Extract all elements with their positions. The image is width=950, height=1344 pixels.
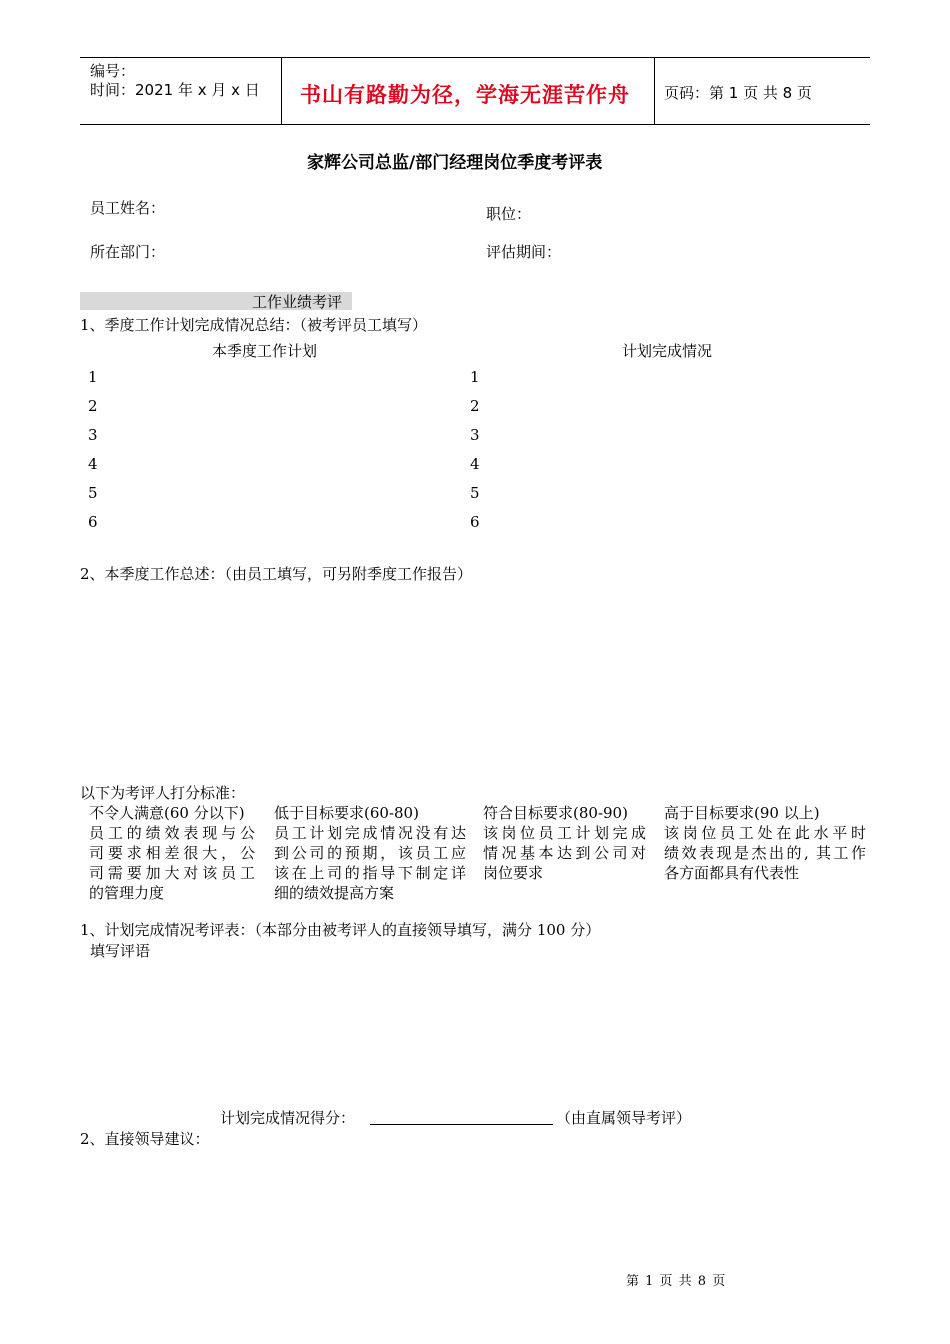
plan-row-left: 3	[88, 426, 98, 444]
criteria-title: 高于目标要求(90 以上)	[664, 804, 820, 822]
summary-question: 2、本季度工作总述：（由员工填写，可另附季度工作报告）	[80, 565, 473, 583]
department-label: 所在部门：	[90, 243, 166, 261]
evaluation-question: 1、计划完成情况考评表：（本部分由被考评人的直接领导填写，满分 100 分）	[80, 921, 601, 939]
criteria-line: 员工的绩效表现与公	[89, 824, 255, 842]
time-label: 时间：2021 年 x 月 x 日	[90, 81, 260, 99]
criteria-line: 各方面都具有代表性	[664, 864, 800, 882]
criteria-line: 司要求相差很大，公	[89, 844, 255, 862]
criteria-line: 司需要加大对该员工	[89, 864, 255, 882]
score-input-line[interactable]	[370, 1124, 553, 1125]
plan-column-header-left: 本季度工作计划	[212, 342, 318, 360]
employee-name-label: 员工姓名：	[90, 199, 166, 217]
criteria-intro: 以下为考评人打分标准：	[80, 784, 246, 802]
criteria-line: 该岗位员工计划完成	[483, 824, 646, 842]
period-label: 评估期间：	[486, 243, 562, 261]
criteria-line: 的管理力度	[89, 884, 165, 902]
criteria-title: 低于目标要求(60-80)	[274, 804, 419, 822]
criteria-column-meets-target	[483, 803, 646, 883]
criteria-line: 细的绩效提高方案	[274, 884, 395, 902]
plan-row-left: 4	[88, 455, 98, 473]
plan-column-header-right: 计划完成情况	[622, 342, 713, 360]
criteria-line: 该岗位员工处在此水平时	[664, 824, 866, 842]
plan-row-right: 3	[470, 426, 480, 444]
serial-number-label: 编号：	[90, 62, 136, 80]
section-heading: 工作业绩考评	[252, 293, 343, 311]
advice-label: 2、直接领导建议：	[80, 1130, 210, 1148]
criteria-line: 情况基本达到公司对	[483, 844, 646, 862]
criteria-line: 绩效表现是杰出的, 其工作	[664, 844, 866, 862]
plan-row-left: 5	[88, 484, 98, 502]
comment-label: 填写评语	[90, 942, 151, 960]
criteria-line: 到公司的预期，该员工应	[274, 844, 466, 862]
header-top-rule	[80, 57, 870, 58]
score-label: 计划完成情况得分：	[220, 1109, 356, 1127]
criteria-column-unsatisfactory	[89, 803, 255, 903]
plan-row-left: 6	[88, 513, 98, 531]
plan-row-right: 4	[470, 455, 480, 473]
position-label: 职位：	[486, 205, 532, 223]
criteria-column-below-target	[274, 803, 466, 903]
criteria-column-above-target	[664, 803, 866, 883]
header-divider-right	[654, 57, 655, 124]
criteria-line: 该在上司的指导下制定详	[274, 864, 466, 882]
header-bottom-rule	[80, 124, 870, 125]
plan-question: 1、季度工作计划完成情况总结：（被考评员工填写）	[80, 316, 428, 334]
criteria-title: 符合目标要求(80-90)	[483, 804, 628, 822]
footer-page-number: 第 1 页 共 8 页	[626, 1274, 727, 1289]
criteria-line: 岗位要求	[483, 864, 544, 882]
criteria-title: 不令人满意(60 分以下)	[89, 804, 245, 822]
plan-row-right: 5	[470, 484, 480, 502]
plan-row-left: 1	[88, 368, 98, 386]
criteria-line: 员工计划完成情况没有达	[274, 824, 466, 842]
score-note: （由直属领导考评）	[556, 1109, 692, 1127]
form-title: 家辉公司总监/部门经理岗位季度考评表	[307, 153, 603, 173]
page-info: 页码：第 1 页 共 8 页	[664, 84, 812, 102]
plan-row-right: 1	[470, 368, 480, 386]
plan-row-left: 2	[88, 397, 98, 415]
plan-row-right: 2	[470, 397, 480, 415]
header-divider-left	[281, 57, 282, 124]
header-motto: 书山有路勤为径，学海无涯苦作舟	[300, 82, 630, 107]
plan-row-right: 6	[470, 513, 480, 531]
